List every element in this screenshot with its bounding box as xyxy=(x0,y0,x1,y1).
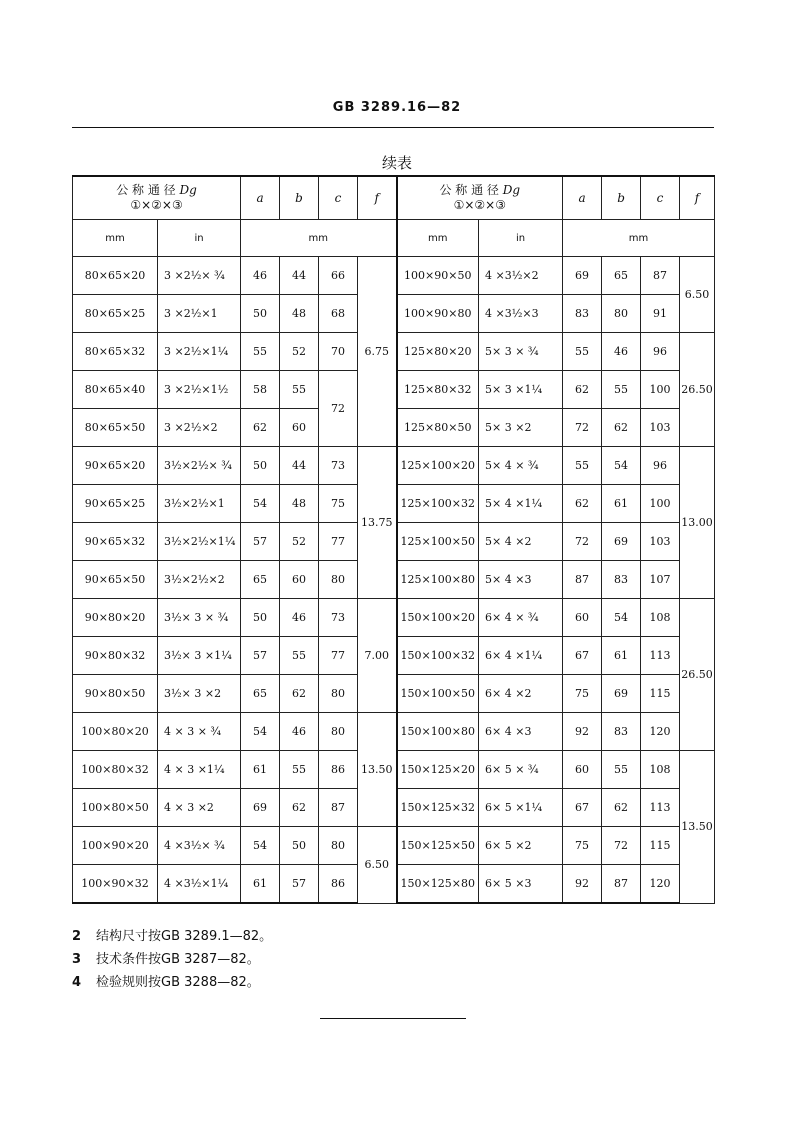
dim-a-cell: 65 xyxy=(241,561,280,599)
dim-b-cell: 69 xyxy=(602,523,641,561)
dim-b-cell: 54 xyxy=(602,599,641,637)
dim-c-cell: 72 xyxy=(319,371,358,447)
size-in-cell: 5× 4 × ¾ xyxy=(479,447,563,485)
dim-c-cell: 103 xyxy=(641,409,680,447)
size-in-cell: 5× 4 ×1¼ xyxy=(479,485,563,523)
dim-b-cell: 48 xyxy=(280,485,319,523)
unit-mm: mm xyxy=(563,220,715,257)
dim-c-cell: 115 xyxy=(641,675,680,713)
dim-f-cell: 6.75 xyxy=(358,257,397,447)
size-mm-cell: 80×65×20 xyxy=(73,257,158,295)
header-rule xyxy=(72,127,714,128)
size-mm-cell: 100×90×50 xyxy=(397,257,479,295)
table-row xyxy=(73,599,715,637)
dg-title: 公 称 通 径 xyxy=(116,183,180,197)
dim-c-cell: 120 xyxy=(641,865,680,904)
size-in-cell: 6× 4 ×3 xyxy=(479,713,563,751)
dim-a-cell: 75 xyxy=(563,827,602,865)
dim-b-cell: 44 xyxy=(280,447,319,485)
note-text: 技术条件按GB 3287—82。 xyxy=(96,952,260,967)
dimension-table xyxy=(72,175,715,904)
table-body xyxy=(73,257,715,904)
dim-a-cell: 50 xyxy=(241,447,280,485)
size-mm-cell: 125×80×20 xyxy=(397,333,479,371)
dim-a-cell: 60 xyxy=(563,751,602,789)
dim-b-cell: 46 xyxy=(280,713,319,751)
dim-a-cell: 92 xyxy=(563,865,602,904)
unit-mm: mm xyxy=(397,220,479,257)
size-in-cell: 3½×2½×1¼ xyxy=(158,523,241,561)
size-in-cell: 4 ×3½×3 xyxy=(479,295,563,333)
size-in-cell: 6× 5 ×3 xyxy=(479,865,563,904)
unit-mm: mm xyxy=(241,220,397,257)
dim-c-cell: 73 xyxy=(319,447,358,485)
dim-b-cell: 61 xyxy=(602,485,641,523)
dim-a-cell: 83 xyxy=(563,295,602,333)
note-item xyxy=(72,971,272,994)
header-a: a xyxy=(241,176,280,220)
size-in-cell: 6× 5 ×1¼ xyxy=(479,789,563,827)
header-f: f xyxy=(358,176,397,220)
dim-c-cell: 80 xyxy=(319,675,358,713)
table-caption: 续表 xyxy=(381,154,412,172)
dim-f-cell: 13.50 xyxy=(358,713,397,827)
dim-c-cell: 103 xyxy=(641,523,680,561)
dim-c-cell: 107 xyxy=(641,561,680,599)
dg-header-right xyxy=(397,176,563,220)
dim-a-cell: 62 xyxy=(563,371,602,409)
unit-in: in xyxy=(479,220,563,257)
header-a: a xyxy=(563,176,602,220)
size-in-cell: 3½×2½×1 xyxy=(158,485,241,523)
dim-b-cell: 46 xyxy=(280,599,319,637)
table-row xyxy=(73,713,715,751)
dim-c-cell: 77 xyxy=(319,523,358,561)
header-c: c xyxy=(641,176,680,220)
dim-b-cell: 50 xyxy=(280,827,319,865)
size-mm-cell: 125×100×32 xyxy=(397,485,479,523)
size-mm-cell: 100×90×20 xyxy=(73,827,158,865)
dim-c-cell: 108 xyxy=(641,599,680,637)
dim-b-cell: 83 xyxy=(602,561,641,599)
unit-mm: mm xyxy=(73,220,158,257)
size-mm-cell: 125×100×80 xyxy=(397,561,479,599)
size-mm-cell: 90×65×25 xyxy=(73,485,158,523)
dim-c-cell: 96 xyxy=(641,447,680,485)
size-in-cell: 4 ×3½×2 xyxy=(479,257,563,295)
size-mm-cell: 90×65×50 xyxy=(73,561,158,599)
dim-b-cell: 62 xyxy=(280,789,319,827)
dg-subtitle: ①×②×③ xyxy=(453,198,506,212)
dim-c-cell: 73 xyxy=(319,599,358,637)
size-mm-cell: 80×65×40 xyxy=(73,371,158,409)
size-mm-cell: 150×125×20 xyxy=(397,751,479,789)
dim-a-cell: 54 xyxy=(241,713,280,751)
size-in-cell: 3½×2½×2 xyxy=(158,561,241,599)
dim-a-cell: 54 xyxy=(241,827,280,865)
dim-b-cell: 55 xyxy=(602,751,641,789)
dim-a-cell: 50 xyxy=(241,599,280,637)
dg-title: 公 称 通 径 xyxy=(439,183,503,197)
size-in-cell: 4 × 3 × ¾ xyxy=(158,713,241,751)
dim-b-cell: 61 xyxy=(602,637,641,675)
size-mm-cell: 125×100×20 xyxy=(397,447,479,485)
dim-b-cell: 52 xyxy=(280,333,319,371)
dim-a-cell: 62 xyxy=(563,485,602,523)
size-in-cell: 4 ×3½× ¾ xyxy=(158,827,241,865)
dim-b-cell: 55 xyxy=(280,637,319,675)
size-mm-cell: 125×80×32 xyxy=(397,371,479,409)
size-mm-cell: 90×80×50 xyxy=(73,675,158,713)
size-in-cell: 6× 4 ×2 xyxy=(479,675,563,713)
dim-b-cell: 87 xyxy=(602,865,641,904)
size-in-cell: 6× 4 ×1¼ xyxy=(479,637,563,675)
size-mm-cell: 100×80×32 xyxy=(73,751,158,789)
size-in-cell: 3½× 3 ×2 xyxy=(158,675,241,713)
header-c: c xyxy=(319,176,358,220)
dim-c-cell: 86 xyxy=(319,751,358,789)
dim-c-cell: 96 xyxy=(641,333,680,371)
dim-b-cell: 80 xyxy=(602,295,641,333)
dim-a-cell: 57 xyxy=(241,637,280,675)
size-in-cell: 6× 4 × ¾ xyxy=(479,599,563,637)
dim-a-cell: 54 xyxy=(241,485,280,523)
dim-b-cell: 52 xyxy=(280,523,319,561)
size-in-cell: 4 × 3 ×1¼ xyxy=(158,751,241,789)
dim-c-cell: 80 xyxy=(319,827,358,865)
dim-b-cell: 65 xyxy=(602,257,641,295)
dim-a-cell: 55 xyxy=(241,333,280,371)
size-in-cell: 3½× 3 × ¾ xyxy=(158,599,241,637)
end-rule xyxy=(320,1018,466,1019)
size-mm-cell: 100×80×20 xyxy=(73,713,158,751)
size-mm-cell: 90×80×20 xyxy=(73,599,158,637)
dim-c-cell: 77 xyxy=(319,637,358,675)
size-mm-cell: 80×65×32 xyxy=(73,333,158,371)
dim-a-cell: 67 xyxy=(563,789,602,827)
dim-f-cell: 6.50 xyxy=(358,827,397,904)
table-header-row xyxy=(73,176,715,220)
dim-b-cell: 83 xyxy=(602,713,641,751)
dim-c-cell: 113 xyxy=(641,789,680,827)
dg-header-left xyxy=(73,176,241,220)
notes xyxy=(72,925,272,994)
dim-c-cell: 75 xyxy=(319,485,358,523)
size-mm-cell: 90×80×32 xyxy=(73,637,158,675)
dim-b-cell: 60 xyxy=(280,409,319,447)
dim-a-cell: 57 xyxy=(241,523,280,561)
dim-b-cell: 55 xyxy=(280,751,319,789)
size-in-cell: 5× 3 × ¾ xyxy=(479,333,563,371)
dim-f-cell: 26.50 xyxy=(680,599,715,751)
header-b: b xyxy=(602,176,641,220)
table-row xyxy=(73,257,715,295)
note-text: 检验规则按GB 3288—82。 xyxy=(96,975,260,990)
size-mm-cell: 125×80×50 xyxy=(397,409,479,447)
size-in-cell: 5× 4 ×3 xyxy=(479,561,563,599)
note-item xyxy=(72,948,272,971)
unit-in: in xyxy=(158,220,241,257)
size-in-cell: 3 ×2½× ¾ xyxy=(158,257,241,295)
dim-f-cell: 13.75 xyxy=(358,447,397,599)
dg-subtitle: ①×②×③ xyxy=(130,198,183,212)
dim-b-cell: 46 xyxy=(602,333,641,371)
dim-b-cell: 60 xyxy=(280,561,319,599)
dim-b-cell: 62 xyxy=(602,409,641,447)
dim-a-cell: 62 xyxy=(241,409,280,447)
size-mm-cell: 150×125×32 xyxy=(397,789,479,827)
header-b: b xyxy=(280,176,319,220)
size-mm-cell: 100×90×80 xyxy=(397,295,479,333)
size-mm-cell: 80×65×50 xyxy=(73,409,158,447)
dim-a-cell: 69 xyxy=(563,257,602,295)
dim-a-cell: 61 xyxy=(241,751,280,789)
dim-b-cell: 55 xyxy=(602,371,641,409)
standard-number: GB 3289.16—82 xyxy=(332,100,462,115)
size-in-cell: 5× 4 ×2 xyxy=(479,523,563,561)
dim-b-cell: 55 xyxy=(280,371,319,409)
note-number: 3 xyxy=(72,952,82,967)
dim-f-cell: 7.00 xyxy=(358,599,397,713)
table-row xyxy=(73,827,715,865)
dim-a-cell: 65 xyxy=(241,675,280,713)
size-in-cell: 3 ×2½×1½ xyxy=(158,371,241,409)
dim-a-cell: 92 xyxy=(563,713,602,751)
dim-b-cell: 44 xyxy=(280,257,319,295)
size-in-cell: 4 × 3 ×2 xyxy=(158,789,241,827)
dim-a-cell: 72 xyxy=(563,409,602,447)
size-mm-cell: 100×90×32 xyxy=(73,865,158,904)
size-in-cell: 3½×2½× ¾ xyxy=(158,447,241,485)
size-mm-cell: 150×100×80 xyxy=(397,713,479,751)
size-mm-cell: 100×80×50 xyxy=(73,789,158,827)
dim-a-cell: 75 xyxy=(563,675,602,713)
dim-a-cell: 60 xyxy=(563,599,602,637)
unit-row xyxy=(73,220,715,257)
dim-a-cell: 61 xyxy=(241,865,280,904)
dim-c-cell: 120 xyxy=(641,713,680,751)
dim-a-cell: 46 xyxy=(241,257,280,295)
dim-f-cell: 13.00 xyxy=(680,447,715,599)
dim-a-cell: 50 xyxy=(241,295,280,333)
size-mm-cell: 90×65×20 xyxy=(73,447,158,485)
size-in-cell: 3 ×2½×1 xyxy=(158,295,241,333)
size-mm-cell: 80×65×25 xyxy=(73,295,158,333)
dim-b-cell: 72 xyxy=(602,827,641,865)
size-mm-cell: 150×100×32 xyxy=(397,637,479,675)
dim-c-cell: 70 xyxy=(319,333,358,371)
dim-c-cell: 86 xyxy=(319,865,358,904)
size-mm-cell: 150×125×80 xyxy=(397,865,479,904)
size-mm-cell: 150×125×50 xyxy=(397,827,479,865)
size-in-cell: 3½× 3 ×1¼ xyxy=(158,637,241,675)
dim-b-cell: 48 xyxy=(280,295,319,333)
dim-c-cell: 80 xyxy=(319,561,358,599)
dim-b-cell: 54 xyxy=(602,447,641,485)
dim-c-cell: 100 xyxy=(641,485,680,523)
dim-c-cell: 66 xyxy=(319,257,358,295)
dg-symbol: Dg xyxy=(502,183,521,197)
header-f: f xyxy=(680,176,715,220)
size-in-cell: 3 ×2½×2 xyxy=(158,409,241,447)
dim-f-cell: 6.50 xyxy=(680,257,715,333)
dim-a-cell: 87 xyxy=(563,561,602,599)
dim-a-cell: 55 xyxy=(563,333,602,371)
dim-b-cell: 62 xyxy=(280,675,319,713)
size-mm-cell: 150×100×20 xyxy=(397,599,479,637)
dim-a-cell: 67 xyxy=(563,637,602,675)
size-in-cell: 5× 3 ×1¼ xyxy=(479,371,563,409)
dim-a-cell: 72 xyxy=(563,523,602,561)
dim-c-cell: 100 xyxy=(641,371,680,409)
dim-a-cell: 58 xyxy=(241,371,280,409)
size-mm-cell: 125×100×50 xyxy=(397,523,479,561)
size-mm-cell: 150×100×50 xyxy=(397,675,479,713)
dim-c-cell: 80 xyxy=(319,713,358,751)
size-in-cell: 5× 3 ×2 xyxy=(479,409,563,447)
dim-f-cell: 26.50 xyxy=(680,333,715,447)
dim-b-cell: 62 xyxy=(602,789,641,827)
dim-c-cell: 87 xyxy=(319,789,358,827)
dim-c-cell: 108 xyxy=(641,751,680,789)
note-text: 结构尺寸按GB 3289.1—82。 xyxy=(96,929,273,944)
size-in-cell: 6× 5 × ¾ xyxy=(479,751,563,789)
dim-a-cell: 69 xyxy=(241,789,280,827)
dim-c-cell: 115 xyxy=(641,827,680,865)
dim-b-cell: 57 xyxy=(280,865,319,904)
dim-c-cell: 91 xyxy=(641,295,680,333)
table-row xyxy=(73,447,715,485)
dim-c-cell: 113 xyxy=(641,637,680,675)
size-in-cell: 3 ×2½×1¼ xyxy=(158,333,241,371)
size-in-cell: 4 ×3½×1¼ xyxy=(158,865,241,904)
dg-symbol: Dg xyxy=(179,183,197,197)
note-number: 2 xyxy=(72,929,82,944)
dim-b-cell: 69 xyxy=(602,675,641,713)
dim-c-cell: 68 xyxy=(319,295,358,333)
dim-c-cell: 87 xyxy=(641,257,680,295)
dim-f-cell: 13.50 xyxy=(680,751,715,904)
dim-a-cell: 55 xyxy=(563,447,602,485)
size-in-cell: 6× 5 ×2 xyxy=(479,827,563,865)
note-item xyxy=(72,925,272,948)
size-mm-cell: 90×65×32 xyxy=(73,523,158,561)
note-number: 4 xyxy=(72,975,82,990)
